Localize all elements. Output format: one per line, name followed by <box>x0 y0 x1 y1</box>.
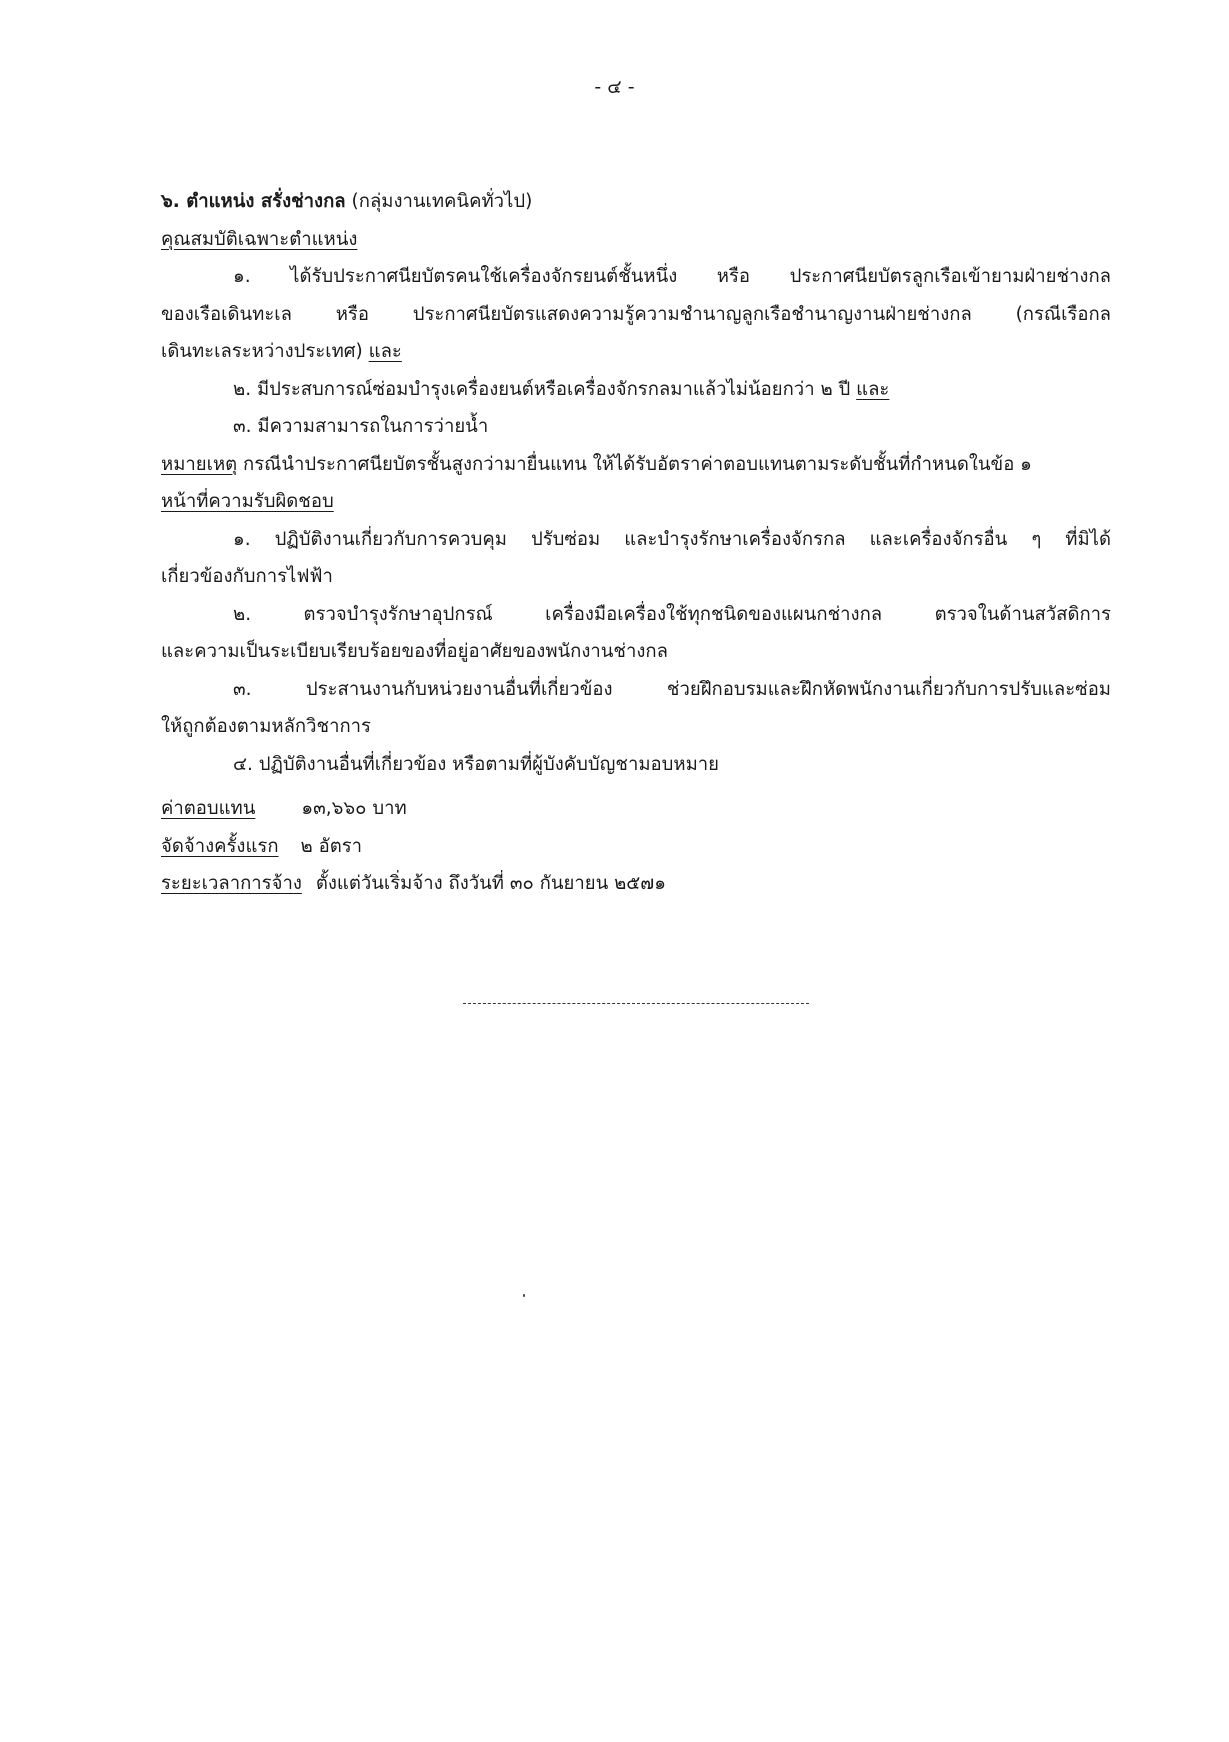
section-heading-bold: ๖. ตำแหน่ง สรั่งช่างกล <box>161 191 346 212</box>
duty-item-4: ๔. ปฏิบัติงานอื่นที่เกี่ยวข้อง หรือตามที่ผู้บังคับบัญชามอบหมาย <box>233 753 720 775</box>
end-divider <box>463 1003 809 1004</box>
section-heading <box>161 183 1111 221</box>
qualification-item-1-line-1: ๑. ได้รับประกาศนียบัตรคนใช้เครื่องจักรยนต์ชั้นหนึ่ง หรือ ประกาศนียบัตรลูกเรือเข้ายามฝ่ายช่างกล <box>233 266 1111 287</box>
period-value: ตั้งแต่วันเริ่มจ้าง ถึงวันที่ ๓๐ กันยายน ๒๕๗๑ <box>315 873 666 894</box>
note-line <box>161 446 1111 484</box>
duty-item-3-line-1: ๓. ประสานงานกับหน่วยงานอื่นที่เกี่ยวข้อง ช่วยฝึกอบรมและฝึกหัดพนักงานเกี่ยวกับการปรับและซ่อม <box>233 678 1111 700</box>
period-label: ระยะเวลาการจ้าง <box>161 873 302 894</box>
qualifications-title: คุณสมบัติเฉพาะตำแหน่ง <box>161 228 358 250</box>
page-number: - ๔ - <box>594 76 635 98</box>
qualification-item-2 <box>161 371 1111 409</box>
duties-title-line <box>161 483 1111 521</box>
note-label: หมายเหตุ <box>161 453 238 475</box>
duty-item-2-line-1: ๒. ตรวจบำรุงรักษาอุปกรณ์ เครื่องมือเครื่องใช้ทุกชนิดของแผนกช่างกล ตรวจในด้านสวัสดิการ <box>233 603 1111 625</box>
duty-item-1-line-2: เกี่ยวข้องกับการไฟฟ้า <box>161 566 333 587</box>
hire-line <box>161 828 1111 866</box>
qualification-item-3: ๓. มีความสามารถในการว่ายน้ำ <box>233 416 489 437</box>
qualification-item-2-text: ๒. มีประสบการณ์ซ่อมบำรุงเครื่องยนต์หรือเครื่องจักรกลมาแล้วไม่น้อยกว่า ๒ ปี <box>233 378 857 400</box>
note-text: กรณีนำประกาศนียบัตรชั้นสูงกว่ามายื่นแทน ให้ได้รับอัตราค่าตอบแทนตามระดับชั้นที่กำหนดในข้อ ๑ <box>237 453 1032 475</box>
qualification-item-1-line-3 <box>161 333 1111 371</box>
qualification-item-2-and: และ <box>856 378 890 400</box>
qualification-item-1-tail: เดินทะเลระหว่างประเทศ) <box>161 341 369 362</box>
duty-item-3-line-2: ให้ถูกต้องตามหลักวิชาการ <box>161 716 371 737</box>
period-line <box>161 865 1111 903</box>
duties-title: หน้าที่ความรับผิดชอบ <box>161 491 334 512</box>
hire-value: ๒ อัตรา <box>300 835 363 857</box>
pay-value: ๑๓,๖๖๐ บาท <box>301 798 407 819</box>
section-heading-group: (กลุ่มงานเทคนิคทั่วไป) <box>345 191 533 212</box>
hire-label: จัดจ้างครั้งแรก <box>161 835 279 857</box>
qualifications-title-line <box>161 221 1111 259</box>
qualification-item-1-line-2: ของเรือเดินทะเล หรือ ประกาศนียบัตรแสดงความรู้ความชำนาญลูกเรือชำนาญงานฝ่ายช่างกล (กรณีเรือกล <box>161 303 1111 325</box>
pay-label: ค่าตอบแทน <box>161 798 256 819</box>
qualification-item-1-and: และ <box>368 341 402 362</box>
pay-line <box>161 790 1111 828</box>
scan-speck <box>523 1294 525 1297</box>
document-body <box>161 183 1111 903</box>
duty-item-1-line-1: ๑. ปฏิบัติงานเกี่ยวกับการควบคุม ปรับซ่อม และบำรุงรักษาเครื่องจักรกล และเครื่องจักรอื่น ๆ ที่มิได้ <box>233 528 1111 550</box>
duty-item-2-line-2: และความเป็นระเบียบเรียบร้อยของที่อยู่อาศัยของพนักงานช่างกล <box>161 641 668 662</box>
